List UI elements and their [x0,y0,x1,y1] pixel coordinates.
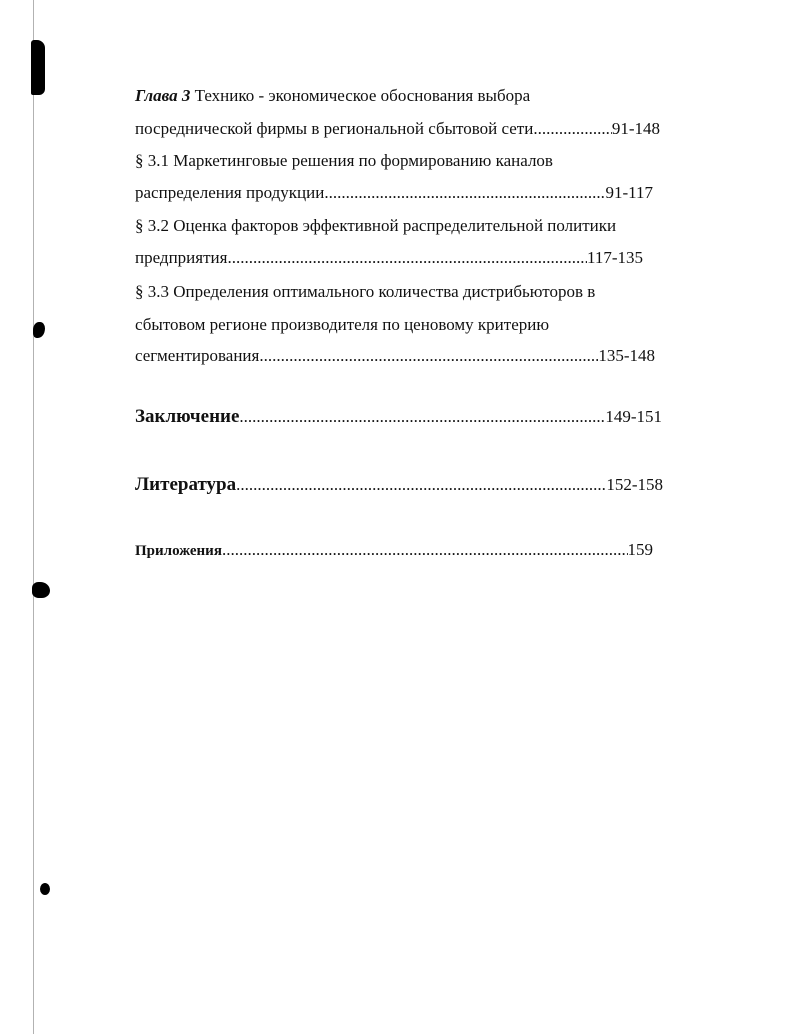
appendix-label: Приложения [135,543,222,559]
section-title-cont: сегментирования [135,346,260,365]
scan-blot [40,883,50,895]
leader-dots [239,407,605,427]
toc-section-3-1-line1 [135,151,553,171]
page-range: 159 [627,540,653,559]
conclusion-label: Заключение [135,406,240,427]
toc-chapter3-line2 [135,119,660,139]
section-title: § 3.1 Маркетинговые решения по формированию каналов [135,151,553,170]
section-title: § 3.3 Определения оптимального количества дистрибьюторов в [135,282,596,301]
section-title-cont: предприятия [135,248,228,267]
page-range: 135-148 [598,346,655,365]
section-title-cont: распределения продукции [135,183,325,202]
scan-blot [33,322,45,338]
chapter-title-line2: посреднической фирмы в региональной сбытовой сети [135,119,534,138]
leader-dots [324,183,605,203]
toc-chapter3-line1 [135,86,530,106]
leader-dots [259,346,598,366]
scan-blot [32,582,50,598]
toc-section-3-2-line2 [135,248,643,268]
page-range: 91-148 [611,119,660,138]
toc-conclusion [135,407,662,427]
leader-dots [236,475,606,495]
page-range: 117-135 [586,248,643,267]
page-range: 91-117 [605,183,653,202]
page-range: 152-158 [606,475,663,494]
scan-blot [31,40,45,95]
chapter-title-line1: Технико - экономическое обоснования выбора [190,86,531,105]
leader-dots [222,540,628,560]
toc-section-3-2-line1 [135,216,616,236]
page-range: 149-151 [605,407,662,426]
toc-section-3-3-line2 [135,315,549,335]
toc-section-3-1-line2 [135,183,653,203]
toc-appendix [135,540,653,561]
scan-edge-line [33,0,34,1034]
chapter-label: Глава 3 [135,86,191,105]
leader-dots [533,119,612,139]
section-title: § 3.2 Оценка факторов эффективной распределительной политики [135,216,617,235]
toc-section-3-3-line1 [135,282,595,302]
toc-literature [135,475,663,495]
leader-dots [227,248,587,268]
literature-label: Литература [135,474,237,495]
section-title-cont: сбытовом регионе производителя по ценовому критерию [135,315,550,334]
toc-section-3-3-line3 [135,346,655,366]
